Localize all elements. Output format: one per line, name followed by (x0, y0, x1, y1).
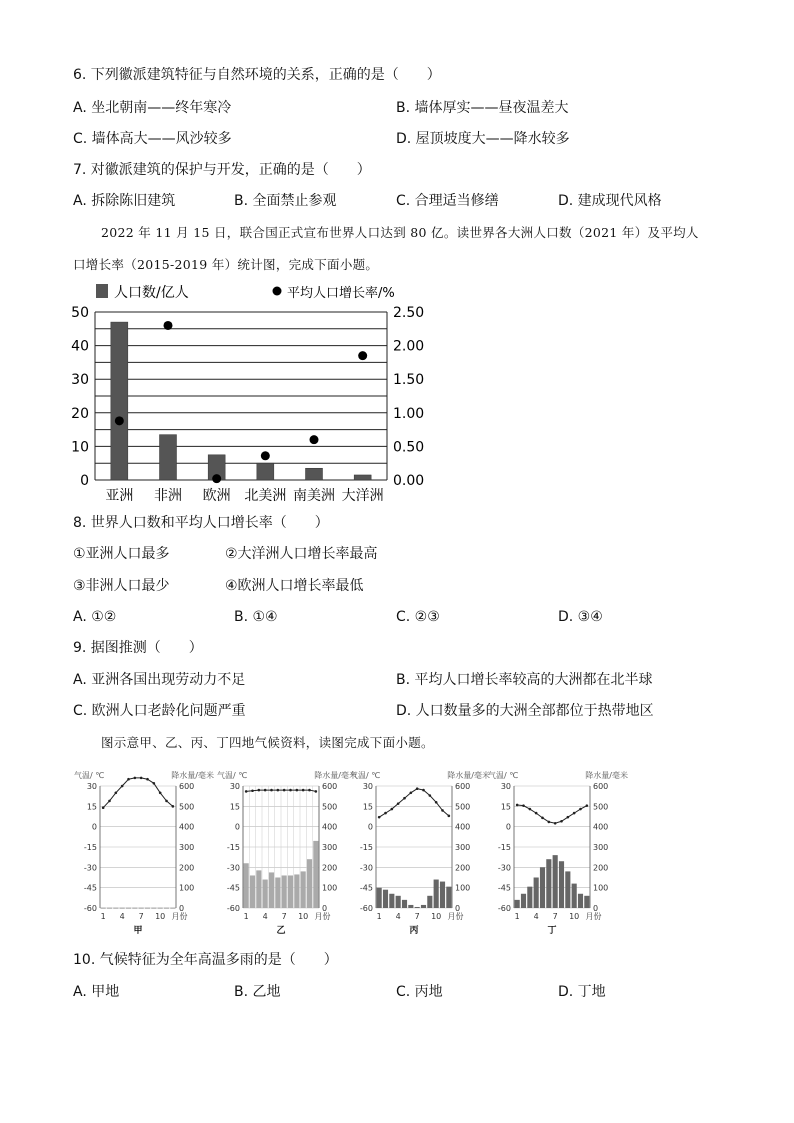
left-tick-label: 40 (71, 338, 89, 355)
q7-option-b: B. 全面禁止参观 (234, 193, 337, 209)
right-tick-label: 2.50 (393, 305, 425, 321)
q6-option-d: D. 屋顶坡度大——降水较多 (396, 131, 570, 147)
left-tick-label: 20 (71, 405, 89, 422)
dot-南美洲 (310, 435, 319, 444)
intro-population-line2: 口增长率（2015-2019 年）统计图，完成下面小题。 (73, 257, 379, 272)
temp-tick-label: -30 (83, 863, 97, 873)
month-tick-label: 7 (414, 912, 420, 921)
temperature-point (270, 789, 273, 792)
temp-tick-label: 15 (229, 802, 240, 812)
temperature-point (258, 789, 261, 792)
bar-大洋洲 (354, 475, 371, 480)
temperature-point (108, 800, 111, 803)
temperature-point (573, 812, 576, 815)
precip-bar (282, 875, 287, 908)
precip-bar (546, 859, 551, 908)
temperature-point (289, 789, 292, 792)
month-tick-label: 1 (376, 912, 382, 921)
temp-tick-label: -45 (83, 883, 97, 893)
q8-option-d: D. ③④ (558, 609, 603, 625)
precip-bar (263, 880, 268, 908)
precip-bar (377, 888, 382, 908)
precip-bar (527, 887, 532, 908)
temperature-point (567, 816, 570, 819)
precip-tick-label: 200 (593, 863, 609, 873)
dot-北美洲 (261, 451, 270, 460)
month-tick-label: 1 (514, 912, 520, 921)
month-tick-label: 7 (552, 912, 558, 921)
precip-tick-label: 400 (455, 822, 471, 832)
precip-axis-label: 降水量/毫米 (447, 771, 490, 780)
q9-option-b: B. 平均人口增长率较高的大洲都在北半球 (396, 672, 653, 688)
temperature-point (378, 816, 381, 819)
q8-option-c: C. ②③ (396, 609, 440, 625)
station-name: 乙 (276, 926, 286, 936)
temp-tick-label: -15 (226, 843, 240, 852)
right-tick-label: 1.50 (393, 372, 425, 389)
precip-tick-label: 300 (179, 843, 195, 852)
temp-tick-label: -60 (497, 904, 511, 913)
month-axis-label: 月份 (171, 912, 188, 921)
legend-bar-label: 人口数/亿人 (114, 285, 189, 301)
climate-chart-jia (72, 766, 214, 936)
precip-bar (427, 896, 432, 908)
temp-tick-label: 0 (505, 822, 511, 832)
precip-bar (446, 887, 451, 908)
temperature-point (277, 789, 280, 792)
precip-bar (158, 908, 163, 909)
temperature-point (579, 808, 582, 811)
bar-南美洲 (306, 468, 323, 480)
dot-亚洲 (115, 416, 124, 425)
population-chart (70, 278, 425, 506)
month-tick-label: 7 (281, 912, 287, 921)
precip-bar (421, 905, 426, 908)
temperature-point (140, 777, 143, 780)
station-name: 甲 (133, 926, 143, 936)
temperature-point (522, 804, 525, 807)
temperature-point (384, 812, 387, 815)
precip-bar (402, 900, 407, 908)
temperature-point (251, 789, 254, 792)
precip-tick-label: 200 (322, 863, 338, 873)
temperature-point (165, 800, 168, 803)
precip-bar (107, 908, 112, 909)
dot-大洋洲 (358, 351, 367, 360)
precip-tick-label: 100 (455, 883, 471, 893)
temp-tick-label: -60 (359, 904, 373, 913)
month-tick-label: 10 (431, 912, 442, 921)
precip-bar (383, 890, 388, 908)
temperature-point (134, 777, 137, 780)
temperature-point (422, 789, 425, 792)
precip-tick-label: 0 (179, 904, 185, 913)
precip-bar (275, 878, 280, 909)
precip-bar (288, 875, 293, 908)
precip-bar (515, 900, 520, 908)
q10-option-b: B. 乙地 (234, 984, 281, 1000)
precip-bar (101, 908, 106, 909)
precip-tick-label: 600 (179, 782, 195, 791)
temp-tick-label: -45 (359, 883, 373, 893)
precip-bar (164, 908, 169, 909)
month-tick-label: 1 (243, 912, 249, 921)
q7-stem: 7. 对徽派建筑的保护与开发，正确的是（ ） (73, 162, 371, 178)
q8-option-a: A. ①② (73, 609, 117, 625)
q7-option-d: D. 建成现代风格 (558, 193, 662, 209)
temp-axis-label: 气温/ ℃ (350, 771, 381, 780)
temp-tick-label: -15 (359, 843, 373, 852)
temperature-point (416, 787, 419, 790)
precip-bar (553, 855, 558, 908)
right-tick-label: 0.00 (393, 473, 425, 489)
temperature-point (560, 820, 563, 823)
left-tick-label: 30 (71, 372, 89, 389)
temperature-point (315, 790, 318, 793)
legend-bar-swatch (96, 284, 108, 298)
right-tick-label: 2.00 (393, 338, 425, 355)
q8-stem: 8. 世界人口数和平均人口增长率（ ） (73, 515, 329, 531)
category-label: 北美洲 (244, 488, 287, 504)
precip-bar (120, 908, 125, 909)
precip-bar (565, 871, 570, 908)
precip-bar (145, 908, 150, 909)
precip-bar (396, 896, 401, 908)
temp-axis-label: 气温/ ℃ (488, 771, 519, 780)
q7-option-a: A. 拆除陈旧建筑 (73, 193, 176, 209)
precip-tick-label: 100 (593, 883, 609, 893)
q6-option-b: B. 墙体厚实——昼夜温差大 (396, 100, 569, 116)
precip-tick-label: 600 (593, 782, 609, 791)
temp-tick-label: -60 (226, 904, 240, 913)
left-tick-label: 0 (80, 473, 89, 489)
temperature-curve (517, 805, 587, 823)
temperature-point (172, 805, 175, 808)
legend-dot-swatch (273, 287, 282, 296)
temperature-point (397, 802, 400, 805)
precip-bar (584, 896, 589, 908)
temperature-point (283, 789, 286, 792)
bar-亚洲 (111, 322, 128, 480)
temp-tick-label: 15 (500, 802, 511, 812)
temp-tick-label: -15 (497, 843, 511, 852)
right-tick-label: 0.50 (393, 439, 425, 456)
precip-axis-label: 降水量/毫米 (314, 771, 357, 780)
temp-axis-label: 气温/ ℃ (217, 771, 248, 780)
temp-tick-label: 30 (362, 782, 373, 791)
q10-option-d: D. 丁地 (558, 984, 606, 1000)
temperature-point (245, 790, 248, 793)
q8-option-b: B. ①④ (234, 609, 278, 625)
temp-tick-label: 0 (91, 822, 97, 832)
precip-tick-label: 400 (593, 822, 609, 832)
temperature-point (391, 808, 394, 811)
precip-bar (132, 908, 137, 909)
precip-bar (139, 908, 144, 909)
left-tick-label: 50 (71, 305, 89, 321)
precip-bar (313, 841, 318, 908)
category-label: 非洲 (154, 488, 182, 504)
temp-tick-label: -30 (497, 863, 511, 873)
q6-stem: 6. 下列徽派建筑特征与自然环境的关系，正确的是（ ） (73, 67, 441, 83)
precip-bar (521, 894, 526, 908)
intro-climate: 图示意甲、乙、丙、丁四地气候资料，读图完成下面小题。 (101, 735, 434, 750)
month-axis-label: 月份 (447, 912, 464, 921)
temperature-point (403, 797, 406, 800)
month-tick-label: 10 (569, 912, 580, 921)
temperature-point (586, 804, 589, 807)
bar-非洲 (160, 435, 177, 480)
q6-option-a: A. 坐北朝南——终年寒冷 (73, 100, 232, 116)
legend-dot-label: 平均人口增长率/% (287, 286, 395, 301)
temperature-point (429, 794, 432, 797)
temperature-point (302, 789, 305, 792)
intro-population-line1: 2022 年 11 月 15 日，联合国正式宣布世界人口达到 80 亿。读世界各大洲人口数（2021 年）及平均人 (101, 225, 699, 240)
precip-bar (434, 880, 439, 908)
q9-option-d: D. 人口数量多的大洲全部都位于热带地区 (396, 703, 654, 719)
temperature-point (435, 801, 438, 804)
temp-tick-label: -30 (359, 863, 373, 873)
temperature-point (529, 808, 532, 811)
q8-statement-3: ③非洲人口最少 (73, 578, 170, 594)
temp-tick-label: -45 (497, 883, 511, 893)
temp-tick-label: 0 (234, 822, 240, 832)
temperature-point (264, 789, 267, 792)
temp-tick-label: 15 (86, 802, 97, 812)
temperature-point (410, 791, 413, 794)
precip-bar (113, 908, 118, 909)
temperature-point (127, 778, 130, 781)
precip-tick-label: 300 (593, 843, 609, 852)
q9-stem: 9. 据图推测（ ） (73, 640, 203, 656)
category-label: 大洋洲 (341, 488, 384, 504)
precip-tick-label: 600 (322, 782, 338, 791)
precip-bar (408, 905, 413, 908)
precip-bar (244, 863, 249, 908)
q8-statement-1: ①亚洲人口最多 (73, 546, 170, 562)
temp-axis-label: 气温/ ℃ (74, 771, 105, 780)
temp-tick-label: 30 (86, 782, 97, 791)
temperature-point (541, 817, 544, 820)
temperature-curve (379, 789, 449, 817)
precip-bar (572, 884, 577, 908)
month-tick-label: 4 (262, 912, 268, 921)
precip-tick-label: 400 (322, 822, 338, 832)
temperature-point (548, 821, 551, 824)
month-tick-label: 10 (298, 912, 309, 921)
category-label: 南美洲 (293, 488, 335, 504)
precip-bar (256, 870, 261, 908)
q8-statement-4: ④欧洲人口增长率最低 (225, 578, 364, 594)
q9-option-c: C. 欧洲人口老龄化问题严重 (73, 703, 246, 719)
month-tick-label: 7 (138, 912, 144, 921)
temperature-point (308, 789, 311, 792)
month-tick-label: 1 (100, 912, 106, 921)
month-tick-label: 4 (395, 912, 401, 921)
precip-bar (540, 867, 545, 908)
precip-bar (294, 874, 299, 908)
q9-option-a: A. 亚洲各国出现劳动力不足 (73, 672, 246, 688)
precip-axis-label: 降水量/毫米 (171, 771, 214, 780)
precip-bar (301, 871, 306, 908)
temperature-point (535, 812, 538, 815)
precip-tick-label: 300 (322, 843, 338, 852)
q10-option-a: A. 甲地 (73, 984, 120, 1000)
temp-tick-label: 15 (362, 802, 373, 812)
month-tick-label: 4 (533, 912, 539, 921)
q10-stem: 10. 气候特征为全年高温多雨的是（ ） (73, 952, 338, 968)
precip-tick-label: 0 (455, 904, 461, 913)
temperature-point (115, 791, 118, 794)
climate-chart-yi (215, 766, 357, 936)
precip-bar (534, 878, 539, 909)
precip-tick-label: 600 (455, 782, 471, 791)
temperature-point (146, 778, 149, 781)
precip-bar (415, 907, 420, 908)
right-tick-label: 1.00 (393, 405, 425, 422)
temperature-point (153, 782, 156, 785)
precip-tick-label: 200 (455, 863, 471, 873)
dot-非洲 (164, 321, 173, 330)
temperature-point (159, 791, 162, 794)
q7-option-c: C. 合理适当修缮 (396, 193, 499, 209)
precip-bar (307, 859, 312, 908)
temperature-point (102, 806, 105, 809)
temperature-point (121, 785, 124, 788)
station-name: 丁 (547, 926, 557, 936)
month-tick-label: 10 (155, 912, 166, 921)
temperature-curve (103, 778, 173, 808)
bar-北美洲 (257, 463, 274, 480)
precip-bar (170, 908, 175, 909)
precip-bar (151, 908, 156, 909)
station-name: 丙 (409, 926, 419, 936)
precip-bar (389, 894, 394, 908)
climate-chart-bing (348, 766, 490, 936)
precip-tick-label: 100 (179, 883, 195, 893)
precip-tick-label: 0 (322, 904, 328, 913)
month-tick-label: 4 (119, 912, 125, 921)
category-label: 亚洲 (105, 488, 134, 504)
category-label: 欧洲 (202, 488, 231, 504)
precip-tick-label: 300 (455, 843, 471, 852)
precip-bar (440, 882, 445, 908)
temp-tick-label: -45 (226, 883, 240, 893)
temp-tick-label: -60 (83, 904, 97, 913)
temperature-point (448, 815, 451, 818)
temp-tick-label: 0 (367, 822, 373, 832)
precip-tick-label: 500 (593, 802, 609, 812)
month-axis-label: 月份 (314, 912, 331, 921)
precip-tick-label: 500 (179, 802, 195, 812)
precip-tick-label: 500 (455, 802, 471, 812)
climate-chart-ding (486, 766, 628, 936)
q8-statement-2: ②大洋洲人口增长率最高 (225, 546, 378, 562)
precip-bar (269, 872, 274, 908)
precip-tick-label: 100 (322, 883, 338, 893)
precip-axis-label: 降水量/毫米 (585, 771, 628, 780)
temperature-point (441, 809, 444, 812)
precip-tick-label: 400 (179, 822, 195, 832)
temp-tick-label: 30 (500, 782, 511, 791)
precip-tick-label: 0 (593, 904, 599, 913)
dot-欧洲 (212, 474, 221, 483)
precip-bar (126, 908, 131, 909)
temperature-point (554, 822, 557, 825)
left-tick-label: 10 (71, 439, 89, 456)
temperature-point (296, 789, 299, 792)
precip-bar (559, 861, 564, 908)
temperature-point (516, 804, 519, 807)
precip-bar (578, 894, 583, 908)
q10-option-c: C. 丙地 (396, 984, 443, 1000)
month-axis-label: 月份 (585, 912, 602, 921)
precip-tick-label: 500 (322, 802, 338, 812)
temp-tick-label: -15 (83, 843, 97, 852)
precip-tick-label: 200 (179, 863, 195, 873)
precip-bar (250, 875, 255, 908)
q6-option-c: C. 墙体高大——风沙较多 (73, 131, 232, 147)
temp-tick-label: 30 (229, 782, 240, 791)
temp-tick-label: -30 (226, 863, 240, 873)
